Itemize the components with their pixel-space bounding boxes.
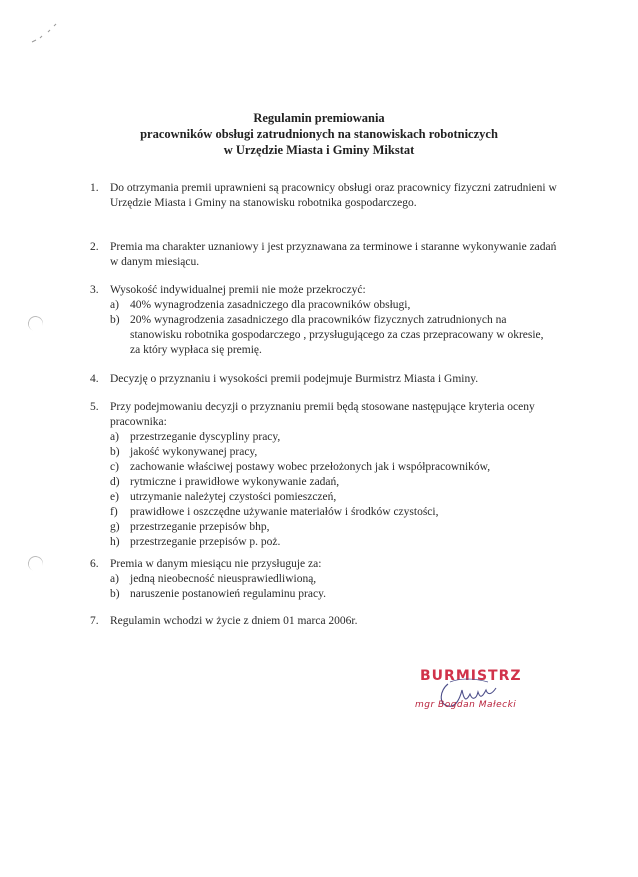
sub-item [110,520,560,535]
list-item [90,240,560,270]
item-text: Decyzję o przyznaniu i wysokości premii podejmuje Burmistrz Miasta i Gminy. [110,373,479,385]
sub-item-text: przestrzeganie dyscypliny pracy, [130,431,281,443]
sub-item [110,430,560,445]
stamp-title: BURMISTRZ [420,668,522,684]
item-text: Regulamin wchodzi w życie z dniem 01 marca 2006r. [110,615,358,627]
sub-item [110,505,560,520]
sub-item-letter: b) [110,314,120,326]
sub-item-text: zachowanie właściwej postawy wobec przełożonych jak i współpracowników, [130,461,491,473]
sub-item [110,587,560,602]
item-text: Do otrzymania premii uprawnieni są pracownicy obsługi oraz pracownicy fizyczni zatrudnieni w Urzędzie Miasta i Gminy na stanowisku robotnika gospodarczego. [110,182,557,209]
item-text: Premia w danym miesiącu nie przysługuje za: [110,558,322,570]
sub-item [110,298,560,313]
sub-item-text: przestrzeganie przepisów p. poż. [130,536,281,548]
document-title [0,110,638,158]
sub-item-letter: d) [110,476,120,488]
item-text: Wysokość indywidualnej premii nie może przekroczyć: [110,284,366,296]
title-line-1: Regulamin premiowania [253,111,385,125]
sub-item [110,535,560,550]
sub-item-text: 20% wynagrodzenia zasadniczego dla pracowników fizycznych zatrudnionych na stanowisku robotnika gospodarczego , przysługującego za czas przepracowany w okresie, za który wypłaca się premię. [130,314,544,356]
sub-list [110,572,560,602]
sub-item-letter: e) [110,491,119,503]
item-number: 4. [90,373,99,385]
stamp-name: mgr Bogdan Małecki [415,700,517,710]
sub-item-text: przestrzeganie przepisów bhp, [130,521,270,533]
sub-item-letter: a) [110,431,119,443]
sub-item [110,460,560,475]
list-item [90,557,560,602]
item-number: 1. [90,182,99,194]
sub-item-letter: b) [110,588,120,600]
sub-item [110,445,560,460]
item-number: 6. [90,558,99,570]
sub-list [110,430,560,550]
punch-hole-icon [26,554,45,573]
list-item [90,614,560,629]
sub-item-text: utrzymanie należytej czystości pomieszczeń, [130,491,337,503]
sub-item-letter: c) [110,461,119,473]
sub-item-text: jakość wykonywanej pracy, [130,446,258,458]
title-line-2: pracowników obsługi zatrudnionych na stanowiskach robotniczych [140,127,498,141]
item-number: 3. [90,284,99,296]
sub-item-letter: f) [110,506,118,518]
sub-item-text: 40% wynagrodzenia zasadniczego dla pracowników obsługi, [130,299,411,311]
list-item [90,372,560,387]
sub-item-letter: g) [110,521,120,533]
sub-item [110,313,555,358]
sub-item-letter: a) [110,573,119,585]
item-text: Przy podejmowaniu decyzji o przyznaniu premii będą stosowane następujące kryteria oceny pracownika: [110,401,535,428]
sub-list [110,298,560,358]
sub-item-letter: b) [110,446,120,458]
sub-item-text: prawidłowe i oszczędne używanie materiałów i środków czystości, [130,506,439,518]
item-text: Premia ma charakter uznaniowy i jest przyznawana za terminowe i staranne wykonywanie zadań w danym miesiącu. [110,241,557,268]
item-number: 5. [90,401,99,413]
item-number: 7. [90,615,99,627]
list-item [90,181,560,211]
sub-item-text: rytmiczne i prawidłowe wykonywanie zadań, [130,476,340,488]
list-item [90,283,560,358]
sub-item [110,572,560,587]
punch-hole-icon [26,314,45,333]
title-line-3: w Urzędzie Miasta i Gminy Mikstat [223,143,415,157]
page-corner-mark-icon [30,22,60,47]
sub-item-letter: h) [110,536,120,548]
sub-item-letter: a) [110,299,119,311]
sub-item [110,490,560,505]
list-item [90,400,560,550]
sub-item-text: jedną nieobecność nieusprawiedliwioną, [130,573,317,585]
sub-item-text: naruszenie postanowień regulaminu pracy. [130,588,326,600]
sub-item [110,475,560,490]
item-number: 2. [90,241,99,253]
